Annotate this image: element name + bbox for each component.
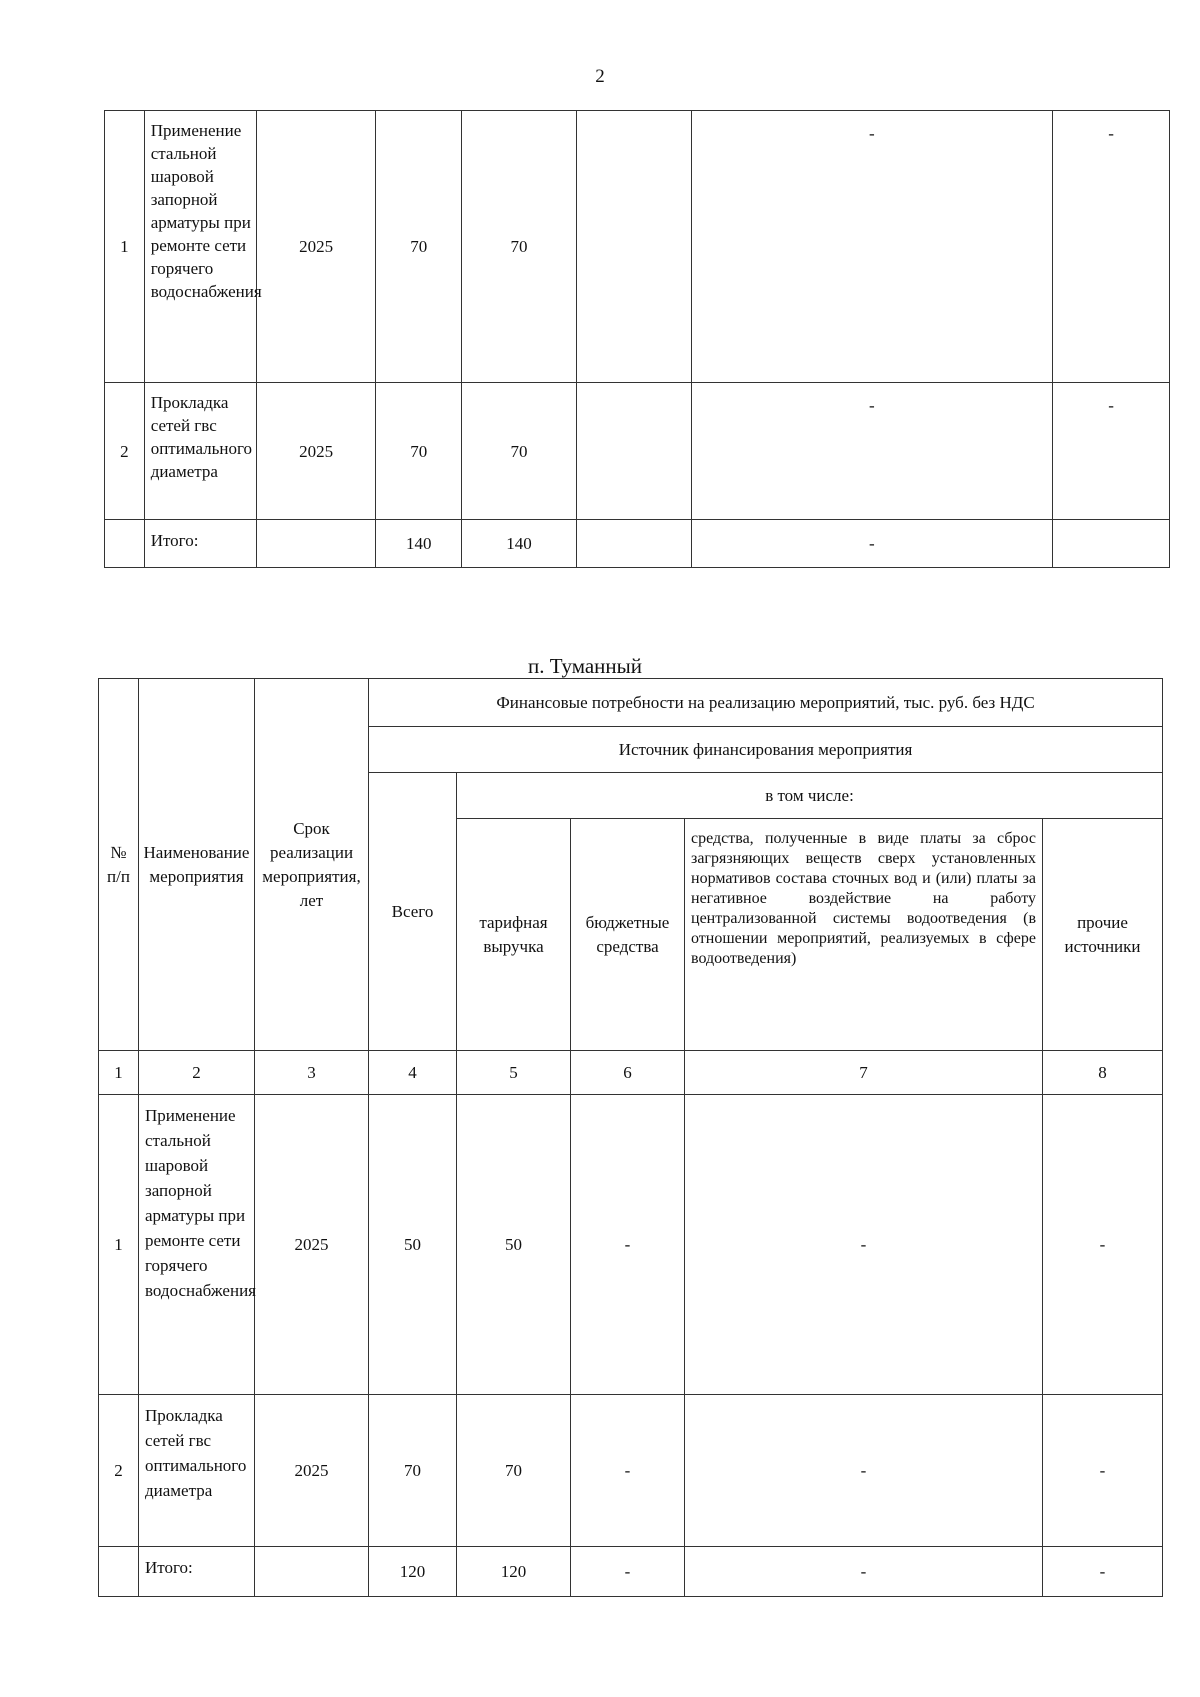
total-label: Итого: — [144, 520, 256, 568]
section-title: п. Туманный — [527, 654, 643, 678]
header-source: Источник финансирования мероприятия — [369, 727, 1163, 773]
fees-cell: - — [691, 520, 1053, 568]
total-cell: 70 — [376, 111, 462, 383]
measure-name: Применение стальной шаровой запорной арматуры при ремонте сети горячего водоснабжения — [144, 111, 256, 383]
budget-cell — [576, 111, 691, 383]
column-numbers-row — [99, 1051, 1163, 1095]
header-row — [99, 679, 1163, 727]
year-cell — [255, 1547, 369, 1597]
total-cell: 50 — [369, 1095, 457, 1395]
col-number: 2 — [139, 1051, 255, 1095]
table-row — [105, 111, 1170, 383]
fees-cell: - — [691, 383, 1053, 520]
measure-name: Прокладка сетей гвс оптимального диаметра — [144, 383, 256, 520]
header-name: Наименование мероприятия — [139, 679, 255, 1051]
header-tariff: тарифная выручка — [457, 819, 571, 1051]
header-total: Всего — [369, 773, 457, 1051]
header-including: в том числе: — [457, 773, 1163, 819]
table-row — [99, 1095, 1163, 1395]
financing-table — [98, 678, 1163, 1597]
total-cell: 140 — [376, 520, 462, 568]
budget-cell: - — [571, 1547, 685, 1597]
budget-cell — [576, 520, 691, 568]
other-sources-cell — [1053, 520, 1170, 568]
total-row — [105, 520, 1170, 568]
header-fees: средства, полученные в виде платы за сброс загрязняющих веществ сверх установленных нормативов состава сточных вод и (или) платы за негативное воздействие на работу централизованной системы водоотведения (в отношении мероприятий, реализуемых в сфере водоотведения) — [685, 819, 1043, 1051]
year-cell: 2025 — [255, 1095, 369, 1395]
page-number: 2 — [595, 66, 605, 87]
year-cell: 2025 — [255, 1395, 369, 1547]
tariff-cell: 70 — [462, 383, 577, 520]
header-year: Срок реализации мероприятия, лет — [255, 679, 369, 1051]
fees-cell: - — [691, 111, 1053, 383]
header-finance: Финансовые потребности на реализацию мероприятий, тыс. руб. без НДС — [369, 679, 1163, 727]
total-cell: 70 — [369, 1395, 457, 1547]
total-cell: 70 — [376, 383, 462, 520]
tariff-cell: 120 — [457, 1547, 571, 1597]
budget-cell: - — [571, 1395, 685, 1547]
table-row — [105, 383, 1170, 520]
col-number: 1 — [99, 1051, 139, 1095]
total-label: Итого: — [139, 1547, 255, 1597]
row-number: 2 — [99, 1395, 139, 1547]
fees-cell: - — [685, 1095, 1043, 1395]
col-number: 7 — [685, 1051, 1043, 1095]
fees-cell: - — [685, 1395, 1043, 1547]
total-row — [99, 1547, 1163, 1597]
budget-cell: - — [571, 1095, 685, 1395]
year-cell — [257, 520, 376, 568]
year-cell: 2025 — [257, 383, 376, 520]
year-cell: 2025 — [257, 111, 376, 383]
row-number: 1 — [105, 111, 145, 383]
other-sources-cell: - — [1053, 383, 1170, 520]
tariff-cell: 50 — [457, 1095, 571, 1395]
row-number: 2 — [105, 383, 145, 520]
row-number: 1 — [99, 1095, 139, 1395]
table-row — [99, 1395, 1163, 1547]
row-number — [105, 520, 145, 568]
tariff-cell: 70 — [457, 1395, 571, 1547]
row-number — [99, 1547, 139, 1597]
budget-cell — [576, 383, 691, 520]
total-cell: 120 — [369, 1547, 457, 1597]
fees-cell: - — [685, 1547, 1043, 1597]
col-number: 3 — [255, 1051, 369, 1095]
col-number: 6 — [571, 1051, 685, 1095]
header-num: № п/п — [99, 679, 139, 1051]
header-other: прочие источники — [1043, 819, 1163, 1051]
table-continuation — [104, 110, 1170, 568]
col-number: 4 — [369, 1051, 457, 1095]
tariff-cell: 140 — [462, 520, 577, 568]
measure-name: Применение стальной шаровой запорной арматуры при ремонте сети горячего водоснабжения — [139, 1095, 255, 1395]
tariff-cell: 70 — [462, 111, 577, 383]
col-number: 5 — [457, 1051, 571, 1095]
other-sources-cell: - — [1043, 1095, 1163, 1395]
header-budget: бюджетные средства — [571, 819, 685, 1051]
other-sources-cell: - — [1043, 1547, 1163, 1597]
measure-name: Прокладка сетей гвс оптимального диаметра — [139, 1395, 255, 1547]
other-sources-cell: - — [1053, 111, 1170, 383]
other-sources-cell: - — [1043, 1395, 1163, 1547]
col-number: 8 — [1043, 1051, 1163, 1095]
